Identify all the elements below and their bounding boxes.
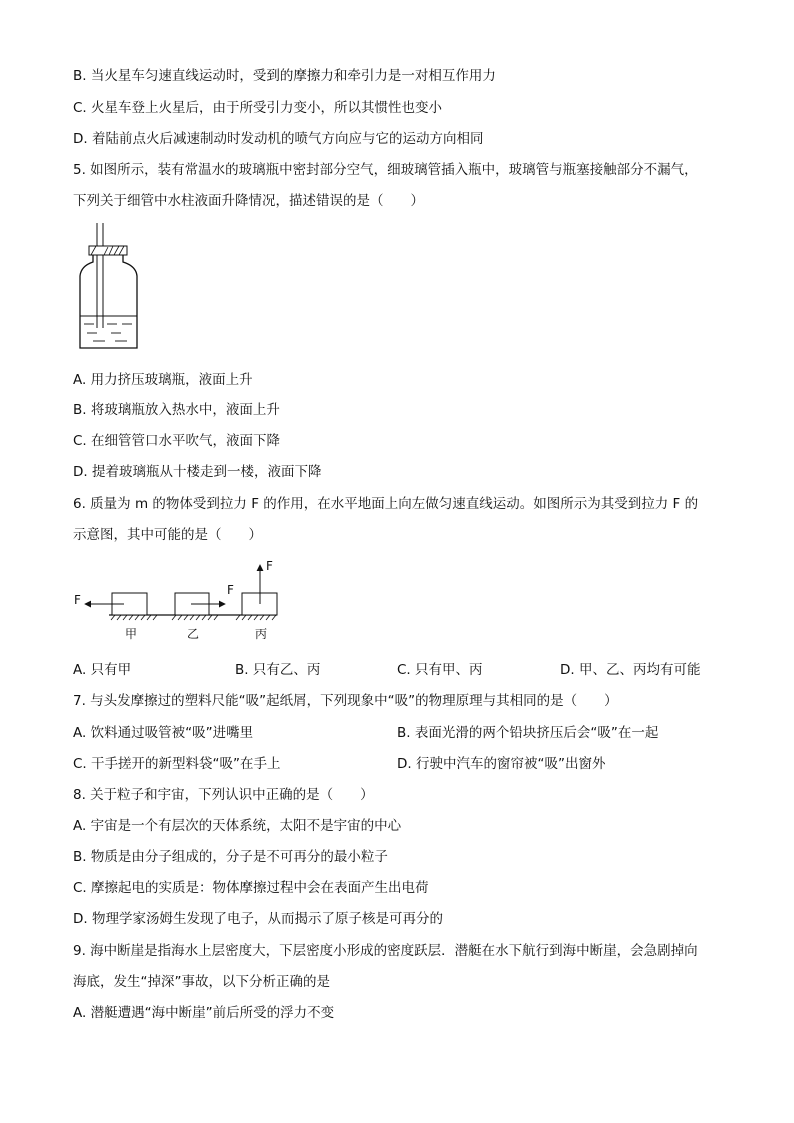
q5-stem-line1: 5. 如图所示，装有常温水的玻璃瓶中密封部分空气，细玻璃管插入瓶中，玻璃管与瓶塞接触部分不漏气， [73,162,698,178]
q6-stem-line1: 6. 质量为 m 的物体受到拉力 F 的作用，在水平地面上向左做匀速直线运动。如图所示为其受到拉力 F 的 [73,496,699,512]
q8-option-d: D. 物理学家汤姆生发现了电子，从而揭示了原子核是可再分的 [73,911,443,927]
q5-option-c: C. 在细管管口水平吹气，液面下降 [73,433,281,449]
q8-stem: 8. 关于粒子和宇宙，下列认识中正确的是（ ） [73,787,374,803]
q4-option-b: B. 当火星车匀速直线运动时，受到的摩擦力和牵引力是一对相互作用力 [73,68,496,84]
label-jia: 甲 [125,627,138,641]
q8-option-c: C. 摩擦起电的实质是：物体摩擦过程中会在表面产生出电荷 [73,880,429,896]
q6-stem-line2: 示意图，其中可能的是（ ） [73,527,262,543]
q8-option-b: B. 物质是由分子组成的，分子是不可再分的最小粒子 [73,849,388,865]
q5-option-b: B. 将玻璃瓶放入热水中，液面上升 [73,402,280,418]
q9-option-a: A. 潜艇遭遇“海中断崖”前后所受的浮力不变 [73,1005,335,1021]
q8-option-a: A. 宇宙是一个有层次的天体系统，太阳不是宇宙的中心 [73,818,402,834]
q6-option-a: A. 只有甲 [73,662,132,678]
q9-stem-line2: 海底，发生“掉深”事故，以下分析正确的是 [73,974,330,990]
force-label-jia: F [74,593,81,607]
q6-option-c: C. 只有甲、丙 [397,662,483,678]
q4-option-c: C. 火星车登上火星后，由于所受引力变小，所以其惯性也变小 [73,100,443,116]
q9-stem-line1: 9. 海中断崖是指海水上层密度大，下层密度小形成的密度跃层．潜艇在水下航行到海中断崖，会急剧掉向 [73,943,698,959]
label-bing: 丙 [255,627,268,641]
q4-option-d: D. 着陆前点火后减速制动时发动机的喷气方向应与它的运动方向相同 [73,131,484,147]
q7-option-b: B. 表面光滑的两个铅块挤压后会“吸”在一起 [397,725,659,741]
q7-stem: 7. 与头发摩擦过的塑料尺能“吸”起纸屑，下列现象中“吸”的物理原理与其相同的是（ ） [73,693,618,709]
force-diagram-figure [72,558,287,648]
q7-option-d: D. 行驶中汽车的窗帘被“吸”出窗外 [397,756,606,772]
bottle-figure [75,220,145,355]
label-yi: 乙 [187,627,200,641]
q6-option-b: B. 只有乙、丙 [235,662,321,678]
q5-option-a: A. 用力挤压玻璃瓶，液面上升 [73,372,253,388]
q7-option-c: C. 干手搓开的新型料袋“吸”在手上 [73,756,281,772]
q6-option-d: D. 甲、乙、丙均有可能 [560,662,701,678]
force-label-yi: F [227,583,234,597]
q5-option-d: D. 提着玻璃瓶从十楼走到一楼，液面下降 [73,464,322,480]
q7-option-a: A. 饮料通过吸管被“吸”进嘴里 [73,725,254,741]
q5-stem-line2: 下列关于细管中水柱液面升降情况，描述错误的是（ ） [73,193,424,209]
force-label-bing: F [266,559,273,573]
